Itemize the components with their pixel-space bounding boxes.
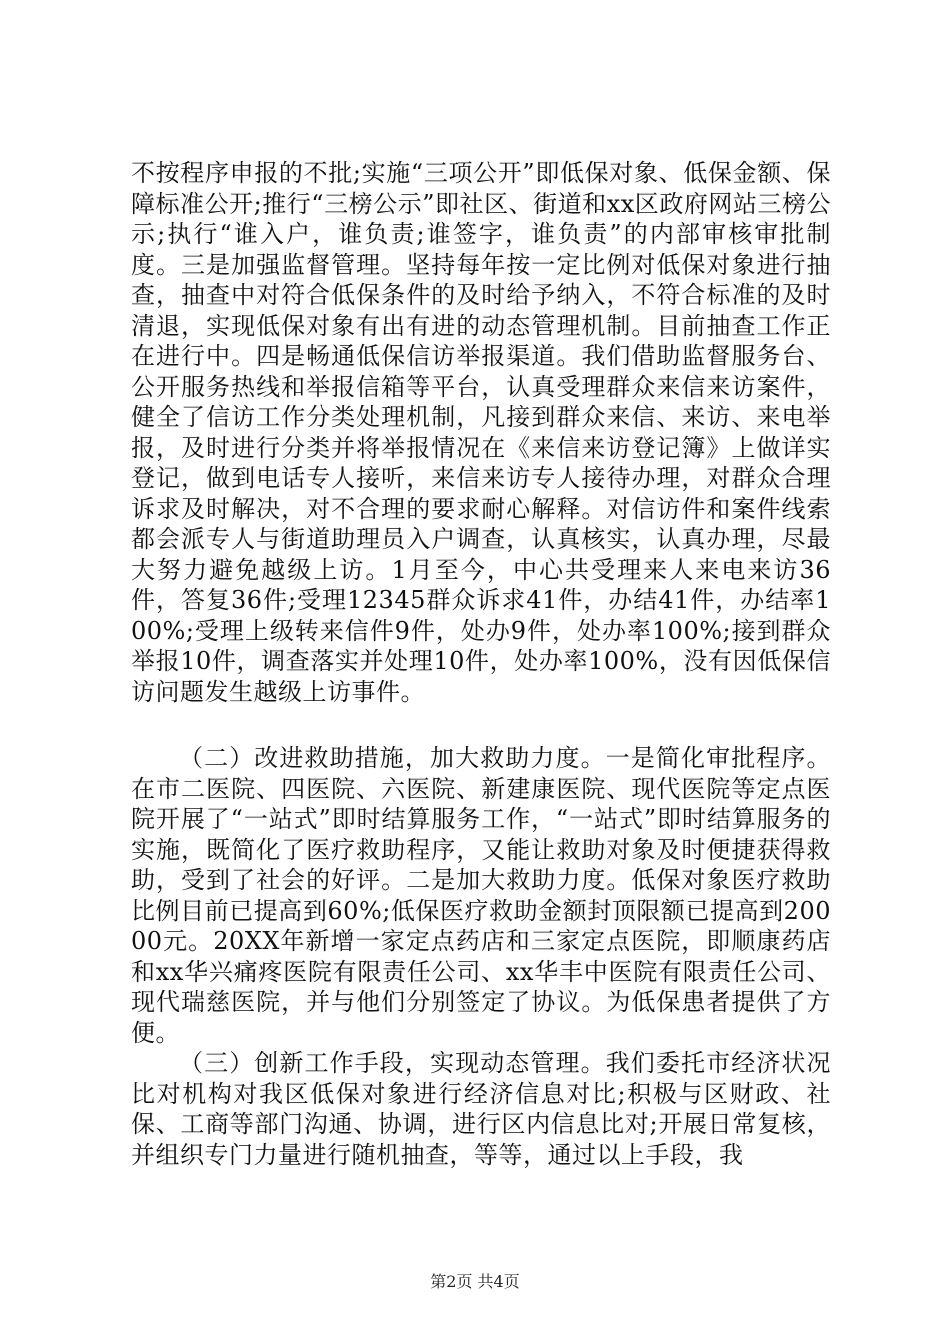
page-number-footer: 第2页 共4页: [430, 1272, 520, 1291]
paragraph-supervision: 不按程序申报的不批;实施“三项公开”即低保对象、低保金额、保障标准公开;推行“三榜公示”即社区、街道和xx区政府网站三榜公示;执行“谁入户，谁负责;谁签字，谁负责”的内部审核审批制度。三是加强监督管理。坚持每年按一定比例对低保对象进行抽查，抽查中对符合低保条件的及时给予纳入，不符合标准的及时清退，实现低保对象有出有进的动态管理机制。目前抽查工作正在进行中。四是畅通低保信访举报渠道。我们借助监督服务台、公开服务热线和举报信箱等平台，认真受理群众来信来访案件，健全了信访工作分类处理机制，凡接到群众来信、来访、来电举报，及时进行分类并将举报情况在《来信来访登记簿》上做详实登记，做到电话专人接听，来信来访专人接待办理，对群众合理诉求及时解决，对不合理的要求耐心解释。对信访件和案件线索都会派专人与街道助理员入户调查，认真核实，认真办理，尽最大努力避免越级上访。1月至今，中心共受理来人来电来访36件，答复36件;受理12345群众诉求41件，办结41件，办结率100%;受理上级转来信件9件，处办9件，处办率100%;接到群众举报10件，调查落实并处理10件，处办率100%，没有因低保信访问题发生越级上访事件。: [131, 159, 831, 706]
document-body: [131, 158, 831, 1170]
paragraph-section-three: （三）创新工作手段，实现动态管理。我们委托市经济状况比对机构对我区低保对象进行经济信息对比;积极与区财政、社保、工商等部门沟通、协调，进行区内信息比对;开展日常复核，并组织专门力量进行随机抽查，等等，通过以上手段，我: [131, 1049, 831, 1169]
paragraph-spacer: [131, 707, 831, 743]
paragraph-section-two: （二）改进救助措施，加大救助力度。一是简化审批程序。在市二医院、四医院、六医院、新建康医院、现代医院等定点医院开展了“一站式”即时结算服务工作，“一站式”即时结算服务的实施，既简化了医疗救助程序，又能让救助对象及时便捷获得救助，受到了社会的好评。二是加大救助力度。低保对象医疗救助比例目前已提高到60%;低保医疗救助金额封顶限额已提高到20000元。20XX年新增一家定点药店和三家定点医院，即顺康药店和xx华兴痛疼医院有限责任公司、xx华丰中医院有限责任公司、现代瑞慈医院，并与他们分别签定了协议。为低保患者提供了方便。: [131, 744, 831, 1047]
